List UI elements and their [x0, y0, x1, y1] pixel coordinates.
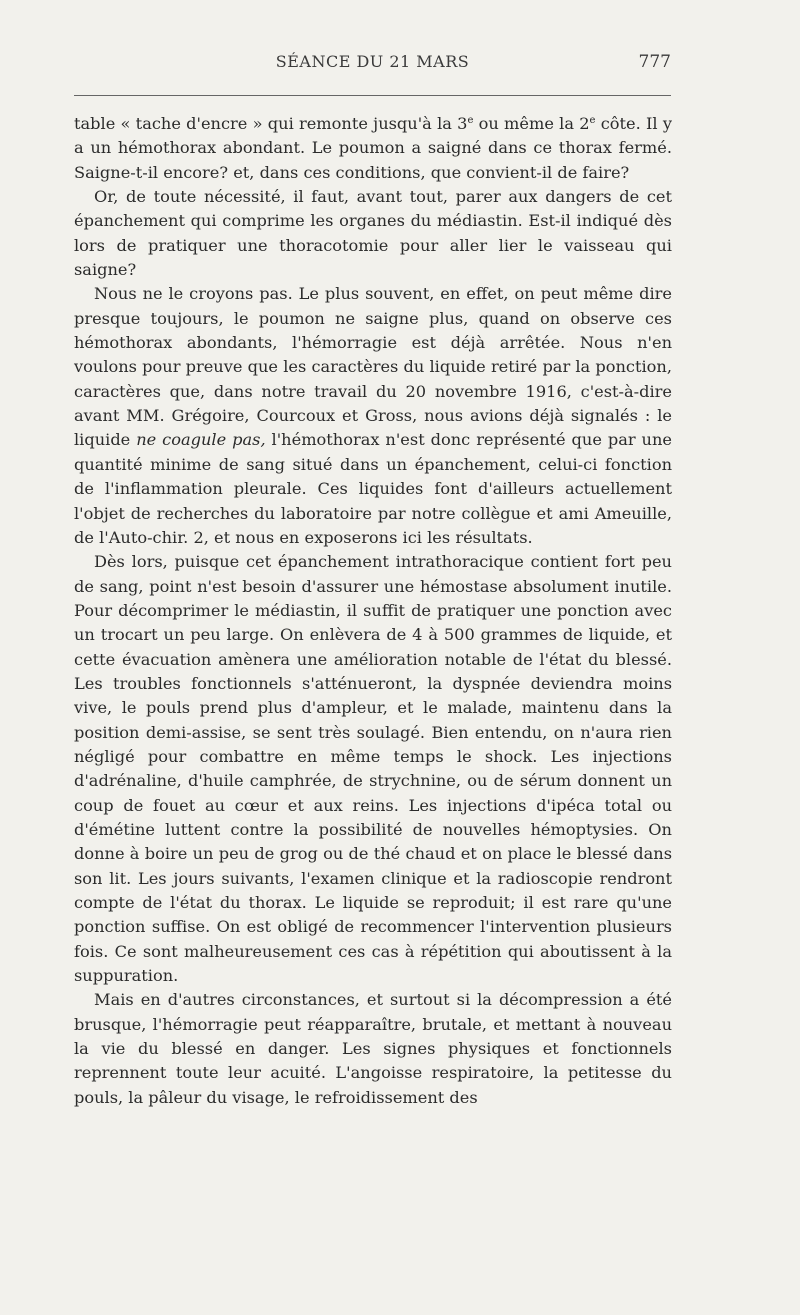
paragraph-1 [74, 112, 672, 185]
paragraph-1-text-a: table « tache d'encre » qui remonte jusqu'à la 3 [74, 114, 468, 133]
paragraph-5: Mais en d'autres circonstances, et surtout si la décompression a été brusque, l'hémorragie peut réapparaître, brutale, et mettant à nouveau la vie du blessé en danger. Les signes physiques et fonctionnels reprennent toute leur acuité. L'angoisse respiratoire, la petitesse du pouls, la pâleur du visage, le refroidissement des [74, 990, 672, 1107]
paragraph-3-text-a: Nous ne le croyons pas. Le plus souvent, en effet, on peut même dire presque toujours, le poumon ne saigne plus, quand on observe ces hémothorax abondants, l'hémorragie est déjà arrêtée. Nous n'en voulons pour preuve que les caractères du liquide retiré par la ponction, caractères que, dans notre travail du 20 novembre 1916, c'est-à-dire avant MM. Grégoire, Courcoux et Gross, nous avions déjà signalés : le liquide [74, 284, 672, 450]
paragraph-1-text-c: côte. Il y a un hémothorax abondant. Le poumon a saigné dans ce thorax fermé. Saigne-t-il encore? et, dans ces conditions, que convient-il de faire? [74, 114, 672, 182]
paragraph-3 [74, 282, 672, 550]
italic-phrase: ne coagule pas, [136, 430, 266, 450]
header-rule [74, 95, 671, 96]
superscript: e [467, 115, 474, 126]
body-text [74, 112, 672, 1110]
paragraph-4: Dès lors, puisque cet épanchement intrathoracique contient fort peu de sang, point n'est besoin d'assurer une hémostase absolument inutile. Pour décomprimer le médiastin, il suffit de pratiquer une ponction avec un trocart un peu large. On enlèvera de 4 à 500 grammes de liquide, et cette évacuation amènera une amélioration notable de l'état du blessé. Les troubles fonctionnels s'atténueront, la dyspnée deviendra moins vive, le pouls prend plus d'ampleur, et le malade, maintenu dans la position demi-assise, se sent très soulagé. Bien entendu, on n'aura rien négligé pour combattre en même temps le shock. Les injections d'adrénaline, d'huile camphrée, de strychnine, ou de sérum donnent un coup de fouet au cœur et aux reins. Les injections d'ipéca total ou d'émétine luttent contre la possibilité de nouvelles hémoptysies. On donne à boire un peu de grog ou de thé chaud et on place le blessé dans son lit. Les jours suivants, l'examen clinique et la radioscopie rendront compte de l'état du thorax. Le liquide se reproduit; il est rare qu'une ponction suffise. On est obligé de recommencer l'intervention plusieurs fois. Ce sont malheureusement ces cas à répétition qui aboutissent à la suppuration. [74, 552, 672, 986]
running-title: SÉANCE DU 21 MARS [275, 52, 470, 71]
paragraph-2: Or, de toute nécessité, il faut, avant tout, parer aux dangers de cet épanchement qui comprime les organes du médiastin. Est-il indiqué dès lors de pratiquer une thoracotomie pour aller lier le vaisseau qui saigne? [74, 187, 672, 280]
page-header [74, 52, 671, 76]
paragraph-1-text-b: ou même la 2 [473, 114, 590, 133]
page-number: 777 [638, 52, 671, 72]
paragraph-3-text-b: l'hémothorax n'est donc représenté que par une quantité minime de sang situé dans un épanchement, celui-ci fonction de l'inflammation pleurale. Ces liquides font d'ailleurs actuellement l'objet de recherches du laboratoire par notre collègue et ami Ameuille, de l'Auto-chir. 2, et nous en exposerons ici les résultats. [74, 430, 672, 547]
superscript: e [589, 115, 596, 126]
